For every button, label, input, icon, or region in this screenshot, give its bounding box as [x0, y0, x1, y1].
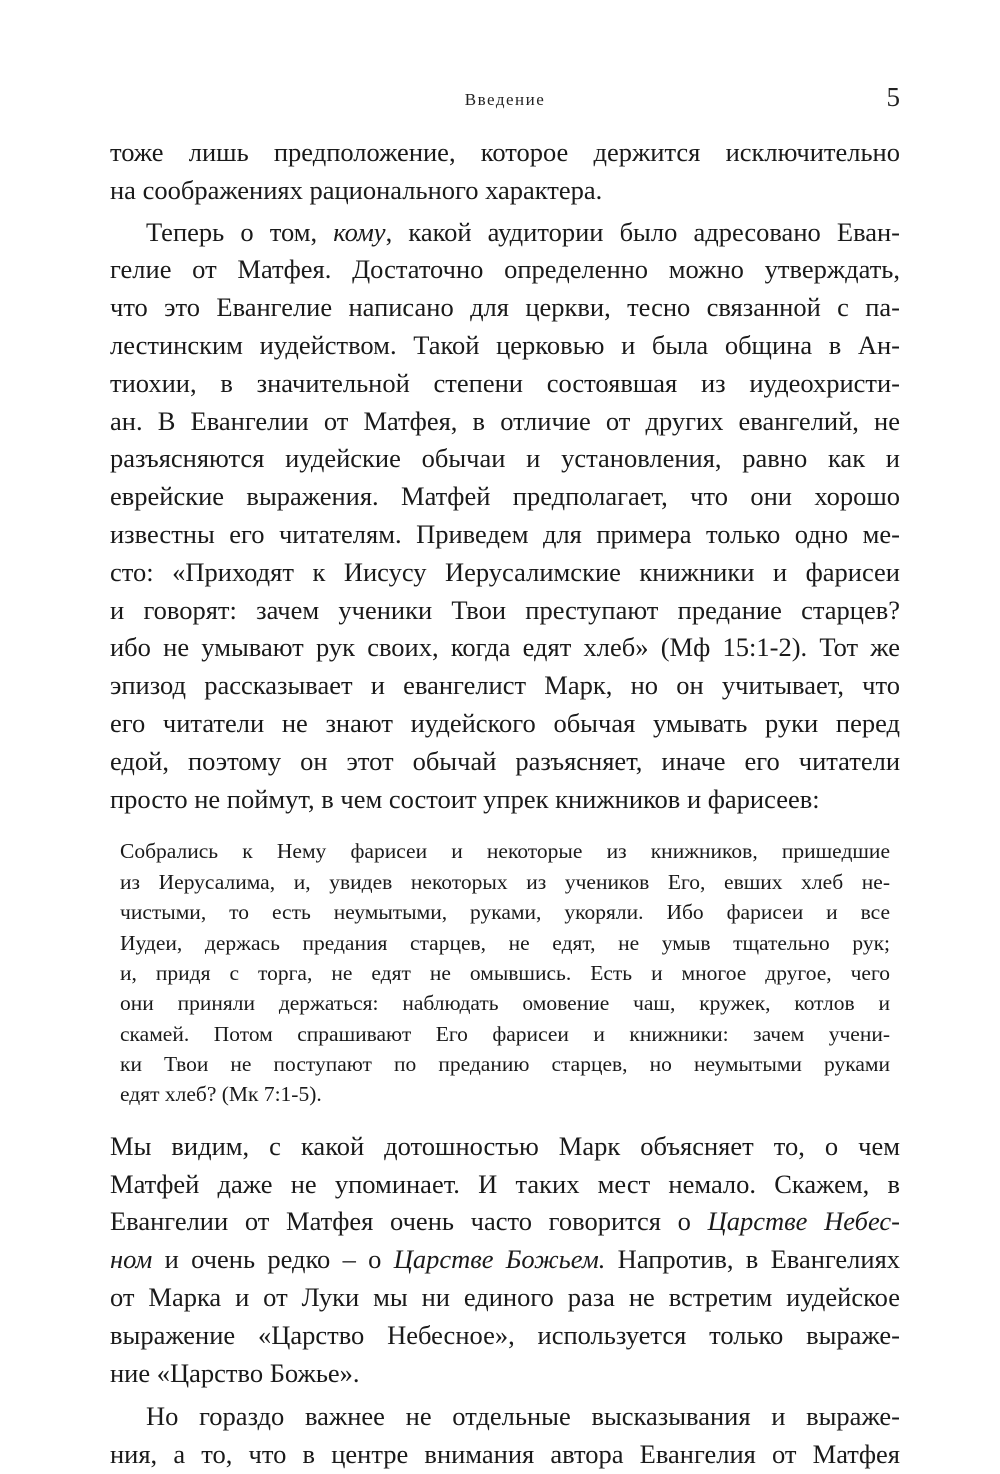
paragraph — [110, 1128, 900, 1393]
text-line: Мы видим, с какой дотошностью Марк объясняет то, о чем — [110, 1130, 900, 1161]
quote-line: Иудеи, держась предания старцев, не едят, не умыв тщательно рук; — [120, 930, 890, 955]
text-line: Но гораздо важнее не отдельные высказывания и выраже- — [146, 1401, 900, 1432]
text-line: гелие от Матфея. Достаточно определенно можно утверждать, — [110, 254, 900, 285]
text-line: ние «Царство Божье». — [110, 1357, 360, 1388]
text-line: Евангелии от Матфея очень часто говорится о Царстве Небес- — [110, 1206, 900, 1237]
paragraph — [110, 1398, 900, 1474]
running-title: Введение — [464, 90, 546, 109]
text-line: просто не поймут, в чем состоит упрек книжников и фарисеев: — [110, 783, 820, 814]
quote-line: скамей. Потом спрашивают Его фарисеи и книжники: зачем учени- — [120, 1021, 890, 1046]
emphasis: Царстве Божьем. — [393, 1244, 606, 1275]
text-line: лестинским иудейством. Такой церковью и была община в Ан- — [110, 329, 900, 360]
text-line: эпизод рассказывает и евангелист Марк, но он учитывает, что — [110, 670, 900, 701]
text-line: тоже лишь предположение, которое держится исключительно — [110, 137, 900, 167]
text-line: известны его читателям. Приведем для примера только одно ме- — [110, 518, 900, 549]
emphasis: кому — [333, 216, 386, 247]
quote-line: они приняли держаться: наблюдать омовение чаш, кружек, котлов и — [120, 991, 890, 1016]
text-line: Теперь о том, кому, какой аудитории было адресовано Еван- — [146, 216, 901, 247]
text-line: ния, а то, что в центре внимания автора Евангелия от Матфея — [110, 1439, 900, 1470]
text-line: Матфей даже не упоминает. И таких мест немало. Скажем, в — [110, 1168, 900, 1199]
emphasis: Царстве Небес- — [707, 1206, 900, 1237]
page-header — [110, 82, 900, 122]
text-line: что это Евангелие написано для церкви, тесно связанной с па- — [110, 292, 900, 323]
text-line: его читатели не знают иудейского обычая умывать руки перед — [110, 707, 900, 738]
text-line: тиохии, в значительной степени состоявшая из иудеохристи- — [110, 367, 900, 398]
text-line: разъясняются иудейские обычаи и установления, равно как и — [110, 443, 900, 474]
quote-line: ки Твои не поступают по преданию старцев, но неумытыми руками — [120, 1052, 890, 1077]
text-line: еврейские выражения. Матфей предполагает, что они хорошо — [110, 481, 900, 512]
text-line: едой, поэтому он этот обычай разъясняет, иначе его читатели — [110, 745, 900, 776]
quote-line: Собрались к Нему фарисеи и некоторые из книжников, пришедшие — [120, 839, 890, 864]
quote-line: и, придя с торга, не едят не омывшись. Есть и многое другое, чего — [120, 960, 890, 985]
paragraph-continuation — [110, 134, 900, 210]
quote-line: из Иерусалима, и, увидев некоторых из учеников Его, евших хлеб не- — [120, 869, 890, 894]
quote-line: чистыми, то есть неумытыми, руками, укоряли. Ибо фарисеи и все — [120, 900, 890, 925]
page-number: 5 — [886, 82, 900, 112]
quote-line: едят хлеб? (Мк 7:1-5). — [120, 1082, 322, 1107]
text-line: ан. В Евангелии от Матфея, в отличие от других евангелий, не — [110, 405, 900, 436]
emphasis: ном — [110, 1244, 153, 1275]
text-line: сто: «Приходят к Иисусу Иерусалимские книжники и фарисеи — [110, 556, 900, 587]
text-line: и говорят: зачем ученики Твои преступают предание старцев? — [110, 594, 900, 625]
block-quote — [120, 836, 890, 1110]
text-line: на соображениях рационального характера. — [110, 174, 603, 205]
text-line: от Марка и от Луки мы ни единого раза не встретим иудейское — [110, 1282, 900, 1313]
text-line: ном и очень редко – о Царстве Божьем. Напротив, в Евангелиях — [110, 1244, 901, 1275]
text-line: выражение «Царство Небесное», используется только выраже- — [110, 1319, 900, 1350]
text-line: ибо не умывают рук своих, когда едят хлеб» (Мф 15:1-2). Тот же — [110, 632, 900, 663]
body-text — [110, 134, 900, 1474]
paragraph — [110, 214, 900, 819]
